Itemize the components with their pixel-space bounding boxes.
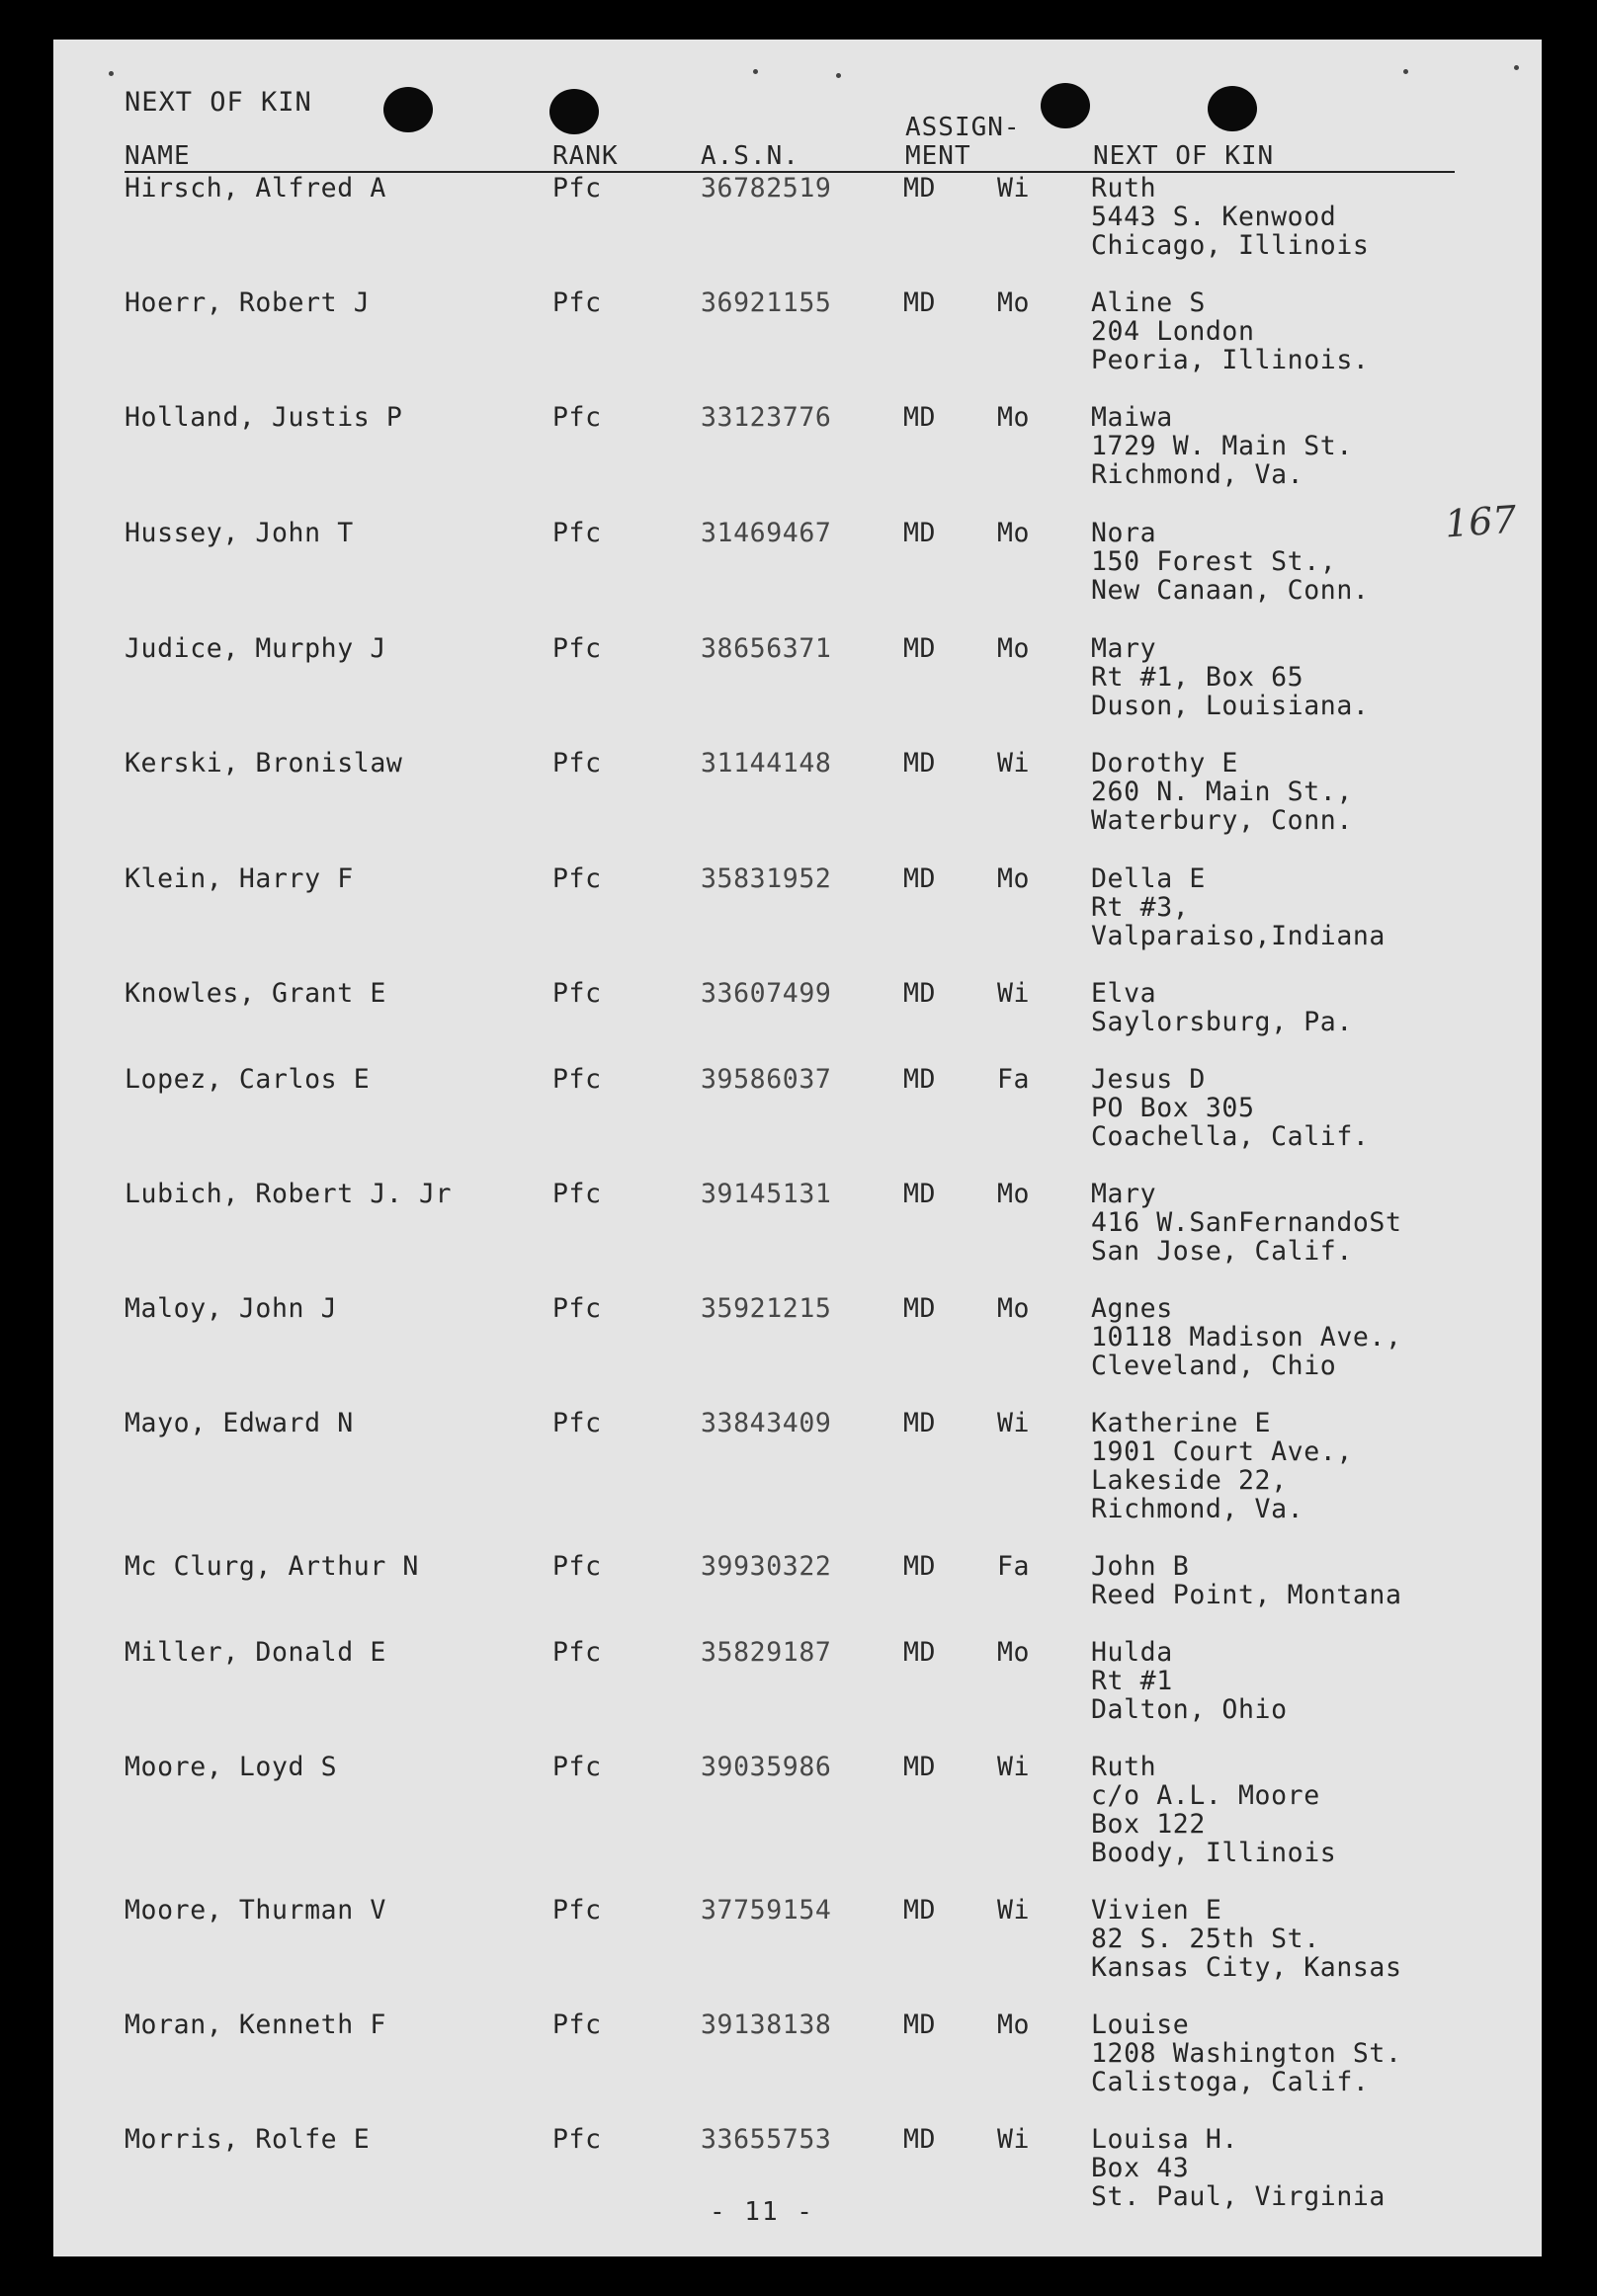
kin-line: Waterbury, Conn. (1091, 805, 1353, 836)
speck (836, 73, 841, 78)
assignment-code: MD (903, 1895, 937, 1926)
speck (753, 69, 758, 74)
soldier-name: Hirsch, Alfred A (125, 173, 386, 204)
kin-line: Chicago, Illinois (1091, 230, 1370, 261)
army-serial-number: 35829187 (701, 1637, 832, 1668)
next-of-kin (1091, 749, 1353, 835)
rank: Pfc (552, 1293, 602, 1324)
header-asn: A.S.N. (701, 141, 799, 171)
assignment-code: MD (903, 633, 937, 664)
assignment-subcode: Wi (997, 1752, 1031, 1782)
assignment-code: MD (903, 1064, 937, 1095)
kin-line: Kansas City, Kansas (1091, 1952, 1402, 1983)
header-assignment-bottom: MENT (905, 141, 971, 171)
army-serial-number: 39586037 (701, 1064, 832, 1095)
kin-line: Boody, Illinois (1091, 1838, 1337, 1868)
soldier-name: Knowles, Grant E (125, 978, 386, 1009)
kin-line: Cleveland, Chio (1091, 1351, 1337, 1381)
next-of-kin (1091, 1638, 1288, 1724)
rank: Pfc (552, 1408, 602, 1438)
kin-line: San Jose, Calif. (1091, 1236, 1353, 1267)
soldier-name: Miller, Donald E (125, 1637, 386, 1668)
kin-line: 10118 Madison Ave., (1091, 1322, 1402, 1353)
kin-line: 5443 S. Kenwood (1091, 202, 1337, 232)
assignment-code: MD (903, 1293, 937, 1324)
rank: Pfc (552, 1637, 602, 1668)
assignment-subcode: Wi (997, 2124, 1031, 2155)
army-serial-number: 33123776 (701, 402, 832, 433)
kin-line: Dalton, Ohio (1091, 1694, 1288, 1725)
rank: Pfc (552, 1752, 602, 1782)
kin-line: Reed Point, Montana (1091, 1580, 1402, 1610)
punch-hole-3 (1041, 83, 1090, 128)
soldier-name: Hussey, John T (125, 518, 354, 548)
soldier-name: Hoerr, Robert J (125, 287, 371, 318)
kin-line: Louisa H. (1091, 2124, 1238, 2155)
handwritten-page-number: 167 (1443, 497, 1518, 546)
kin-line: Rt #1 (1091, 1666, 1173, 1696)
next-of-kin (1091, 403, 1353, 489)
next-of-kin (1091, 1753, 1336, 1867)
soldier-name: Mc Clurg, Arthur N (125, 1551, 419, 1582)
next-of-kin (1091, 174, 1369, 260)
rank: Pfc (552, 1064, 602, 1095)
assignment-subcode: Mo (997, 633, 1031, 664)
speck (1514, 65, 1519, 70)
kin-line: Box 43 (1091, 2153, 1190, 2183)
soldier-name: Maloy, John J (125, 1293, 338, 1324)
assignment-code: MD (903, 1408, 937, 1438)
next-of-kin (1091, 1180, 1402, 1266)
next-of-kin (1091, 1294, 1402, 1380)
punch-hole-1 (383, 87, 433, 132)
assignment-subcode: Mo (997, 1637, 1031, 1668)
kin-line: Coachella, Calif. (1091, 1121, 1370, 1152)
kin-line: Peoria, Illinois. (1091, 345, 1370, 375)
assignment-subcode: Mo (997, 1293, 1031, 1324)
kin-line: Hulda (1091, 1637, 1173, 1668)
kin-line: 82 S. 25th St. (1091, 1924, 1320, 1954)
kin-line: Jesus D (1091, 1064, 1206, 1095)
kin-line: Katherine E (1091, 1408, 1272, 1438)
rank: Pfc (552, 1895, 602, 1926)
punch-hole-2 (549, 89, 599, 134)
assignment-code: MD (903, 287, 937, 318)
soldier-name: Kerski, Bronislaw (125, 748, 403, 779)
header-assignment-top: ASSIGN- (905, 113, 1021, 142)
army-serial-number: 39930322 (701, 1551, 832, 1582)
soldier-name: Holland, Justis P (125, 402, 403, 433)
next-of-kin (1091, 1409, 1353, 1523)
next-of-kin (1091, 979, 1353, 1036)
soldier-name: Lubich, Robert J. Jr (125, 1179, 453, 1209)
kin-line: John B (1091, 1551, 1190, 1582)
kin-line: 150 Forest St., (1091, 546, 1337, 577)
rank: Pfc (552, 1179, 602, 1209)
soldier-name: Morris, Rolfe E (125, 2124, 371, 2155)
assignment-subcode: Wi (997, 748, 1031, 779)
assignment-code: MD (903, 1752, 937, 1782)
kin-line: 1729 W. Main St. (1091, 431, 1353, 461)
army-serial-number: 31469467 (701, 518, 832, 548)
assignment-subcode: Fa (997, 1064, 1031, 1095)
soldier-name: Lopez, Carlos E (125, 1064, 371, 1095)
assignment-code: MD (903, 1637, 937, 1668)
kin-line: Maiwa (1091, 402, 1173, 433)
assignment-subcode: Mo (997, 518, 1031, 548)
document-page (53, 40, 1542, 2256)
soldier-name: Klein, Harry F (125, 863, 354, 894)
assignment-subcode: Mo (997, 287, 1031, 318)
kin-line: 416 W.SanFernandoSt (1091, 1207, 1402, 1238)
army-serial-number: 35921215 (701, 1293, 832, 1324)
assignment-subcode: Wi (997, 978, 1031, 1009)
kin-line: Richmond, Va. (1091, 1494, 1304, 1524)
assignment-code: MD (903, 748, 937, 779)
kin-line: Ruth (1091, 173, 1157, 204)
kin-line: Rt #3, (1091, 892, 1190, 923)
rank: Pfc (552, 748, 602, 779)
army-serial-number: 38656371 (701, 633, 832, 664)
kin-line: Duson, Louisiana. (1091, 691, 1370, 721)
army-serial-number: 37759154 (701, 1895, 832, 1926)
kin-line: PO Box 305 (1091, 1093, 1255, 1123)
next-of-kin (1091, 1552, 1402, 1609)
next-of-kin (1091, 519, 1369, 605)
kin-line: Dorothy E (1091, 748, 1238, 779)
next-of-kin (1091, 288, 1369, 374)
army-serial-number: 33607499 (701, 978, 832, 1009)
army-serial-number: 39138138 (701, 2009, 832, 2040)
kin-line: New Canaan, Conn. (1091, 575, 1370, 606)
rank: Pfc (552, 863, 602, 894)
army-serial-number: 33655753 (701, 2124, 832, 2155)
kin-line: Louise (1091, 2009, 1190, 2040)
assignment-code: MD (903, 978, 937, 1009)
soldier-name: Mayo, Edward N (125, 1408, 354, 1438)
next-of-kin (1091, 2125, 1386, 2211)
header-name: NAME (125, 141, 191, 171)
army-serial-number: 36921155 (701, 287, 832, 318)
kin-line: Lakeside 22, (1091, 1465, 1288, 1496)
next-of-kin (1091, 864, 1386, 950)
rank: Pfc (552, 287, 602, 318)
rank: Pfc (552, 518, 602, 548)
assignment-code: MD (903, 518, 937, 548)
kin-line: Calistoga, Calif. (1091, 2067, 1370, 2097)
army-serial-number: 39035986 (701, 1752, 832, 1782)
army-serial-number: 39145131 (701, 1179, 832, 1209)
rank: Pfc (552, 173, 602, 204)
army-serial-number: 35831952 (701, 863, 832, 894)
army-serial-number: 31144148 (701, 748, 832, 779)
kin-line: c/o A.L. Moore (1091, 1780, 1320, 1811)
rank: Pfc (552, 1551, 602, 1582)
assignment-code: MD (903, 1551, 937, 1582)
kin-line: Ruth (1091, 1752, 1157, 1782)
rank: Pfc (552, 402, 602, 433)
rank: Pfc (552, 2009, 602, 2040)
assignment-subcode: Wi (997, 1895, 1031, 1926)
assignment-subcode: Mo (997, 863, 1031, 894)
kin-line: Aline S (1091, 287, 1206, 318)
assignment-code: MD (903, 2009, 937, 2040)
kin-line: Vivien E (1091, 1895, 1222, 1926)
assignment-code: MD (903, 173, 937, 204)
rank: Pfc (552, 633, 602, 664)
speck (109, 71, 114, 76)
kin-line: Rt #1, Box 65 (1091, 662, 1304, 693)
assignment-subcode: Mo (997, 2009, 1031, 2040)
assignment-subcode: Wi (997, 1408, 1031, 1438)
rank: Pfc (552, 2124, 602, 2155)
assignment-code: MD (903, 1179, 937, 1209)
kin-line: 260 N. Main St., (1091, 777, 1353, 807)
army-serial-number: 36782519 (701, 173, 832, 204)
assignment-subcode: Mo (997, 402, 1031, 433)
next-of-kin (1091, 1065, 1369, 1151)
header-next-of-kin: NEXT OF KIN (1093, 141, 1275, 171)
kin-line: Nora (1091, 518, 1157, 548)
speck (1403, 69, 1408, 74)
kin-line: 1208 Washington St. (1091, 2038, 1402, 2069)
punch-hole-4 (1208, 86, 1257, 131)
kin-line: Mary (1091, 1179, 1157, 1209)
assignment-code: MD (903, 863, 937, 894)
assignment-subcode: Mo (997, 1179, 1031, 1209)
soldier-name: Moore, Thurman V (125, 1895, 386, 1926)
header-rank: RANK (552, 141, 619, 171)
soldier-name: Moore, Loyd S (125, 1752, 338, 1782)
kin-line: Elva (1091, 978, 1157, 1009)
kin-line: Saylorsburg, Pa. (1091, 1007, 1353, 1037)
kin-line: 1901 Court Ave., (1091, 1436, 1353, 1467)
army-serial-number: 33843409 (701, 1408, 832, 1438)
document-title: NEXT OF KIN (125, 87, 312, 118)
page-number: - 11 - (710, 2197, 814, 2227)
kin-line: Della E (1091, 863, 1206, 894)
kin-line: Richmond, Va. (1091, 459, 1304, 490)
assignment-subcode: Fa (997, 1551, 1031, 1582)
assignment-code: MD (903, 2124, 937, 2155)
next-of-kin (1091, 1896, 1402, 1982)
kin-line: St. Paul, Virginia (1091, 2181, 1386, 2212)
next-of-kin (1091, 634, 1369, 720)
rank: Pfc (552, 978, 602, 1009)
soldier-name: Moran, Kenneth F (125, 2009, 386, 2040)
kin-line: 204 London (1091, 316, 1255, 347)
next-of-kin (1091, 2010, 1402, 2096)
kin-line: Agnes (1091, 1293, 1173, 1324)
kin-line: Valparaiso,Indiana (1091, 921, 1386, 951)
soldier-name: Judice, Murphy J (125, 633, 386, 664)
assignment-code: MD (903, 402, 937, 433)
kin-line: Box 122 (1091, 1809, 1206, 1840)
kin-line: Mary (1091, 633, 1157, 664)
assignment-subcode: Wi (997, 173, 1031, 204)
